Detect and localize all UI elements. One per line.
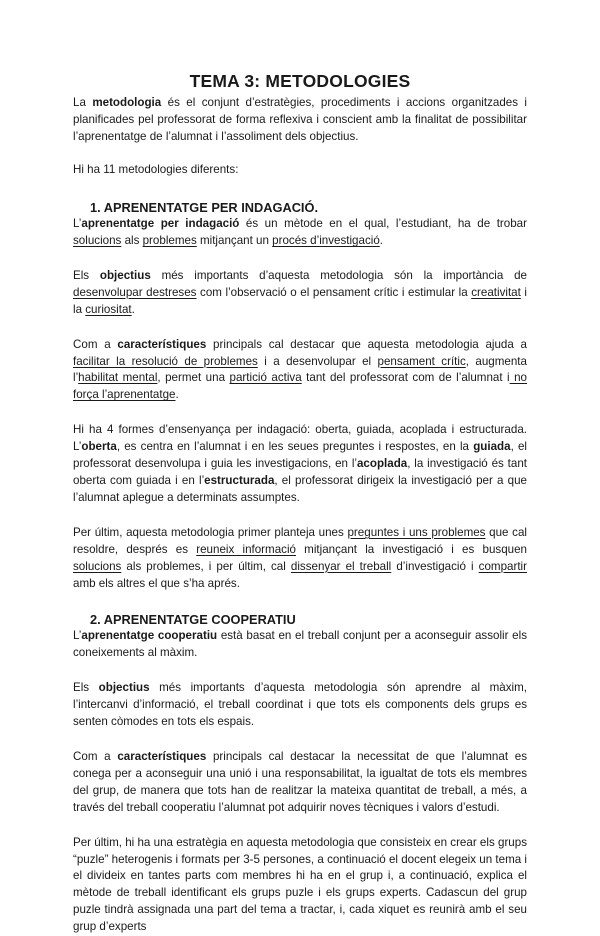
methodology-count: Hi ha 11 metodologies diferents:: [73, 163, 239, 177]
s1-definition: L’aprenentatge per indagació és un mètode en el qual, l’estudiant, ha de trobar solucions als problemes mitjançant un procés d’investigació.: [73, 217, 527, 248]
s1-characteristics: Com a característiques principals cal destacar que aquesta metodologia ajuda a facilitar la resolució de problemes i a desenvolupar el pensament crític, augmenta l’habilitat mental, permet una partició activa tant del professorat com de l’alumnat i no força l’aprenentatge.: [73, 337, 528, 402]
intro-paragraph: La metodologia és el conjunt d’estratègies, procediments i accions organitzades i planificades pel professorat de forma reflexiva i conscient amb la finalitat de possibilitar l’aprenentatge de l’alumnat i l’assoliment dels objectius.: [73, 96, 527, 143]
section-heading-indagacio: 1. APRENENTATGE PER INDAGACIÓ.: [90, 200, 318, 216]
section-heading-cooperatiu: 2. APRENENTATGE COOPERATIU: [90, 612, 296, 628]
s2-strategy: Per últim, hi ha una estratègia en aquesta metodologia que consisteix en crear els grups “puzle” heterogenis i formats per 3-5 persones, a continuació el docent elegeix un tema i el divideix en tantes parts com membres hi ha en el grup i, a continuació, explica el mètode de treball identificant els grups puzle i els grups experts. Cadascun del grup puzle tindrà assignada una part del tema a tractar, i, cada xiquet es reunirà amb el seu grup d’experts: [73, 835, 527, 934]
s1-objectives: Els objectius més importants d’aquesta metodologia són la importància de desenvolupar destreses com l’observació o el pensament crític i estimular la creativitat i la curiositat.: [73, 268, 527, 316]
s2-definition: L’aprenentatge cooperatiu està basat en el treball conjunt per a aconseguir assolir els coneixements al màxim.: [73, 629, 527, 660]
s2-objectives: Els objectius més importants d’aquesta metodologia són aprendre al màxim, l’intercanvi d’informació, el treball coordinat i que tots els components dels grups es senten còmodes en tots els espais.: [73, 681, 527, 729]
s1-forms: Hi ha 4 formes d’ensenyança per indagació: oberta, guiada, acoplada i estructurada. L’oberta, es centra en l’alumnat i en les seues preguntes i respostes, en la guiada, el professorat desenvolupa i guia les investigacions, en l’acoplada, la investigació és tant oberta com guiada i en l’estructurada, el professorat dirigeix la investigació per a que l’alumnat aplegue a determinats assumptes.: [73, 423, 528, 504]
s1-process: Per últim, aquesta metodologia primer planteja unes preguntes i uns problemes que cal resoldre, després es reuneix informació mitjançant la investigació i es busquen solucions als problemes, i per últim, cal dissenyar el treball d’investigació i compartir amb els altres el que s’ha aprés.: [73, 525, 527, 590]
page-title: TEMA 3: METODOLOGIES: [189, 71, 411, 91]
s2-characteristics: Com a característiques principals cal destacar la necessitat de que l’alumnat es conega per a aconseguir una unió i una responsabilitat, la igualtat de tots els membres del grup, de manera que tots han de realitzar la mateixa quantitat de treball, a més, a través del treball cooperatiu l’alumnat pot adquirir noves tècniques i valors d’estudi.: [73, 749, 527, 814]
